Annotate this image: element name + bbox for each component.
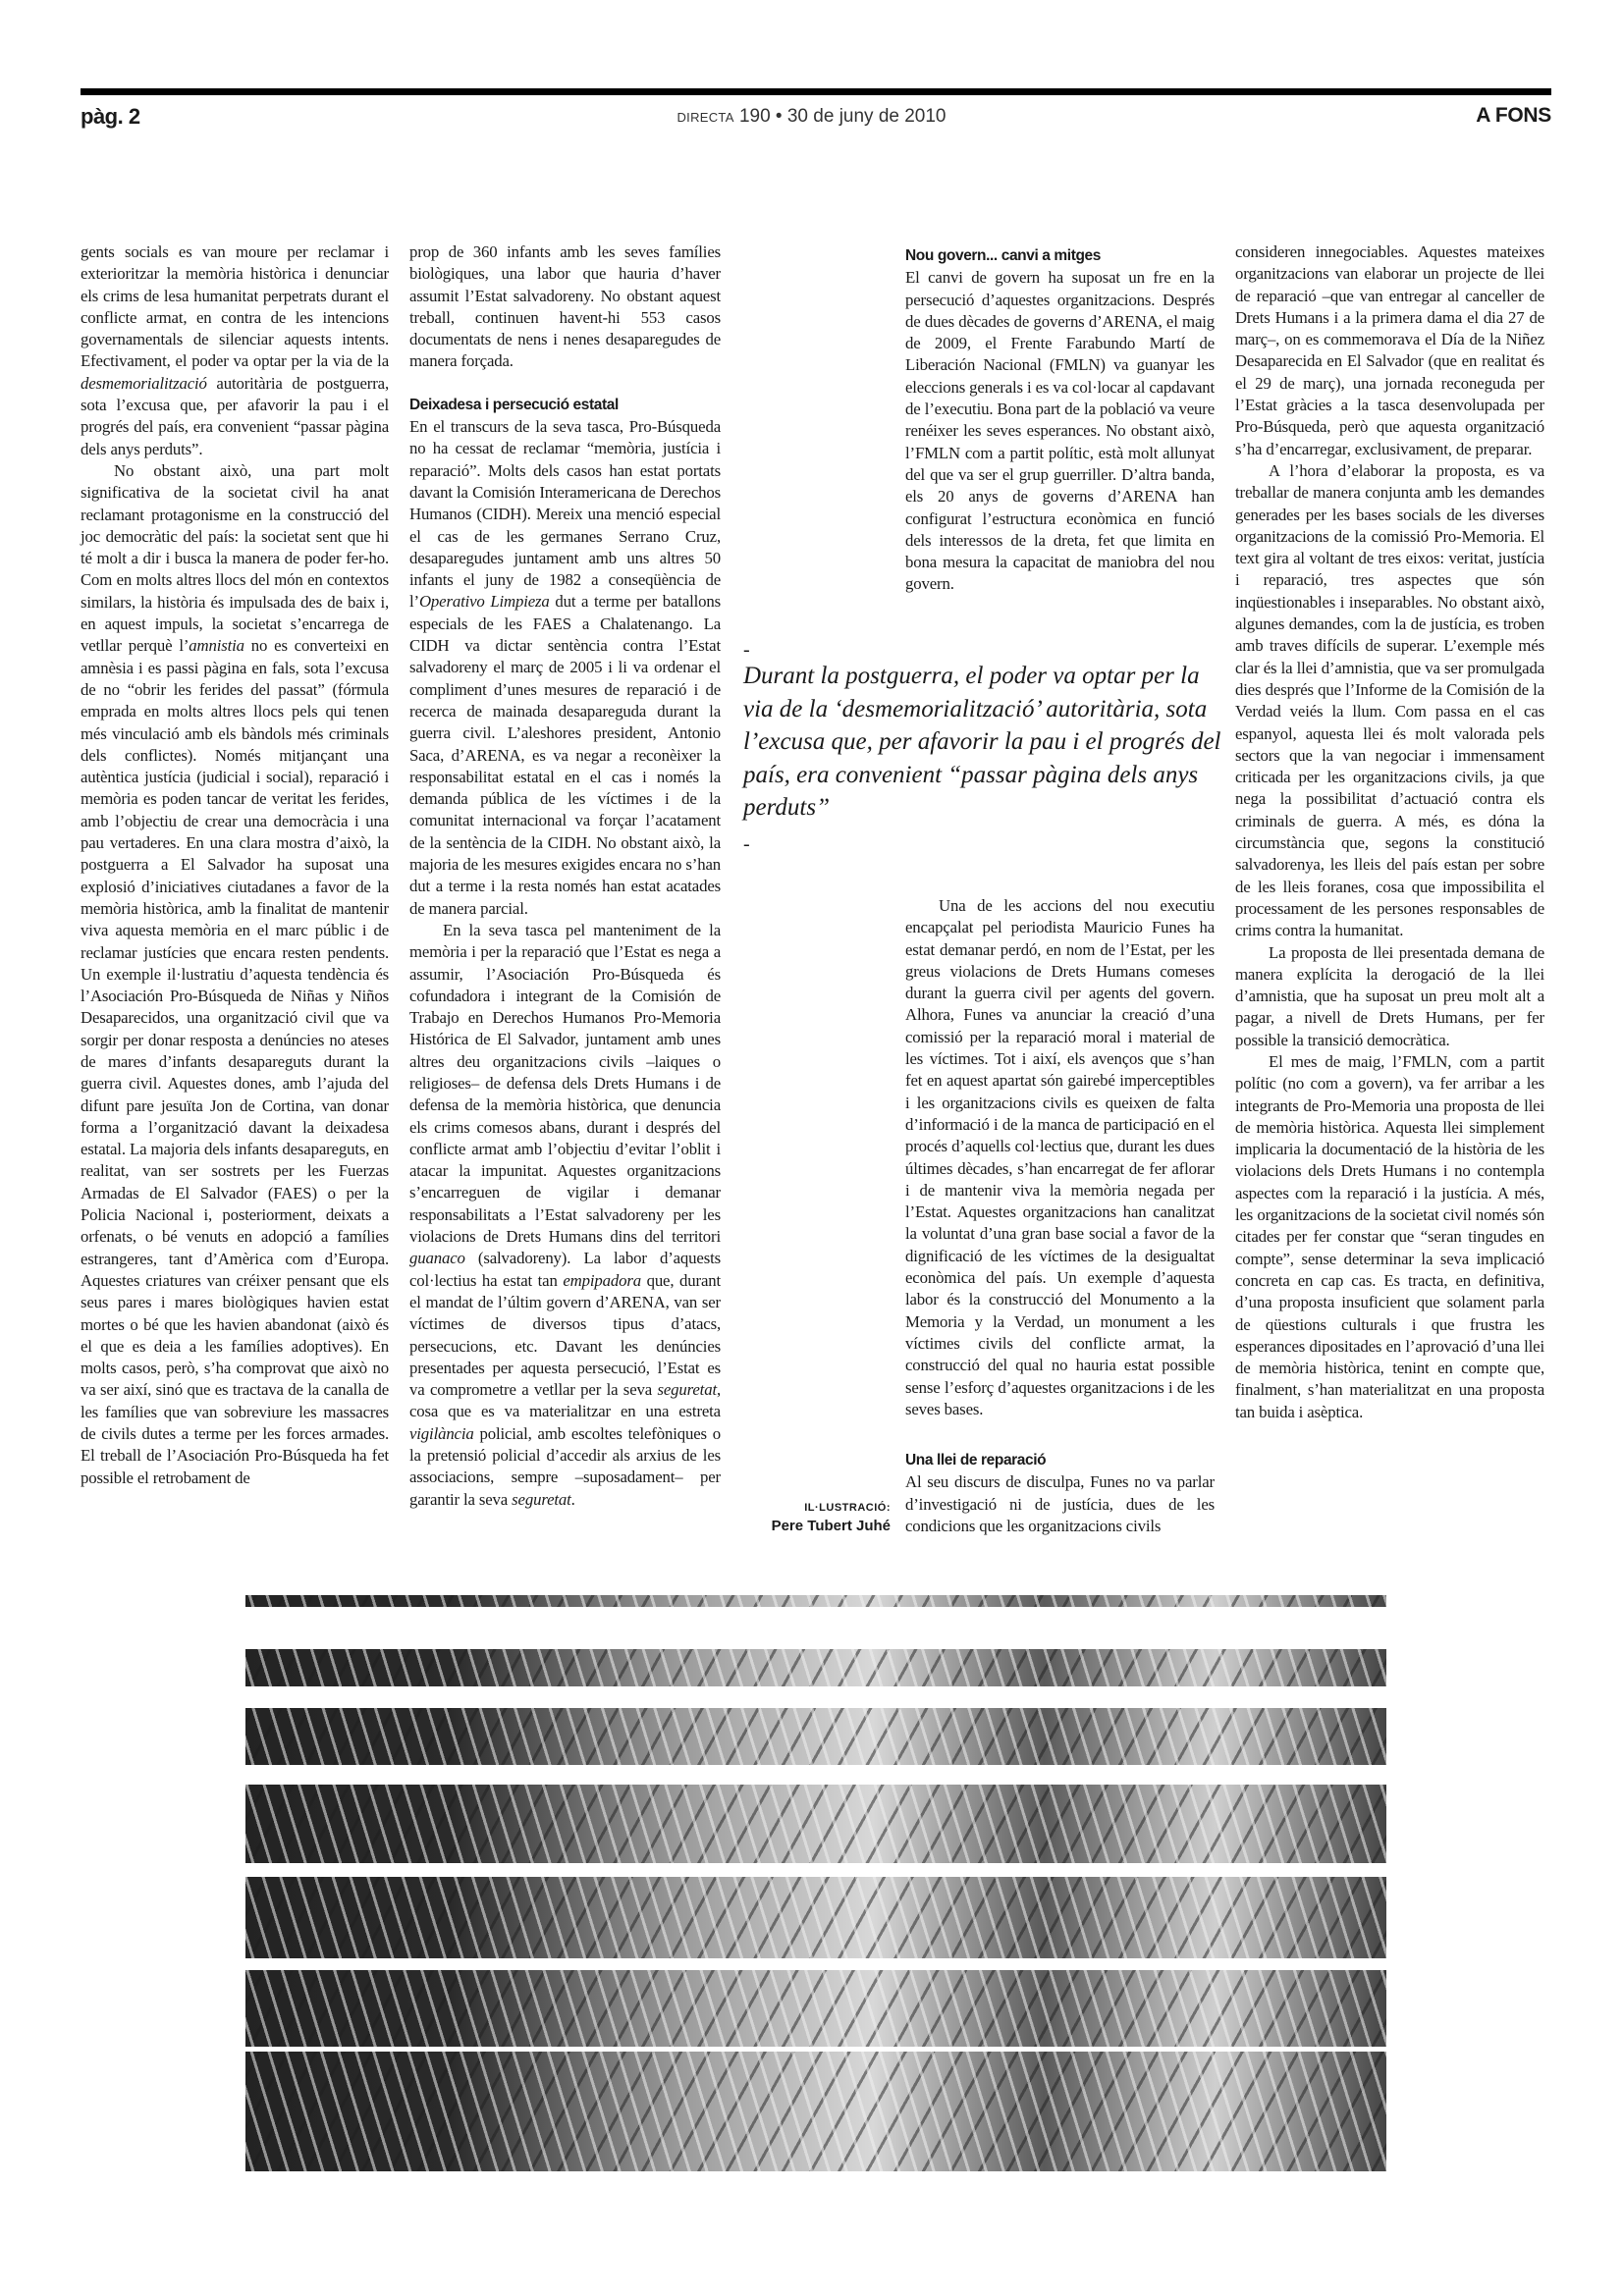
column-3-top-paragraphs: [905, 267, 1215, 595]
paragraph: [409, 241, 721, 373]
paragraph: [1235, 942, 1544, 1051]
subheading-deixadesa: Deixadesa i persecució estatal: [409, 396, 619, 413]
section-name: A FONS: [1476, 104, 1551, 127]
article-column-1: [81, 241, 389, 1489]
italic-term: empipadora: [563, 1270, 641, 1290]
italic-term: seguretat: [512, 1489, 571, 1509]
paragraph: [905, 267, 1215, 595]
text-run: que, durant el mandat de l’últim govern d’ARENA, van ser víctimes de diversos tipus d’atacs, persecucions, etc. Davant les denúncies presentades per aquesta persecució, l’Estat es va comprometre a vetllar per la seva: [409, 1270, 721, 1400]
illustration-strip: [245, 1785, 1386, 1863]
pull-quote-text: Durant la postguerra, el poder va optar per la via de la ‘desmemorialització’ autoritària, sota l’excusa que, per afavorir la pau i el progrés del país, era convenient “passar pàgina dels anys perduts”: [743, 663, 1221, 821]
page-number: pàg. 2: [81, 104, 140, 129]
italic-term: Operativo Limpieza: [418, 592, 550, 612]
text-run: , cosa que es va materialitzar en una estreta: [409, 1380, 721, 1421]
issue-date: 190 • 30 de juny de 2010: [738, 106, 947, 127]
italic-term: seguretat: [657, 1380, 717, 1400]
illustration-strip: [245, 1649, 1386, 1686]
column-3-bottom-paragraphs: [905, 895, 1215, 1420]
subheading-nou-govern: Nou govern... canvi a mitges: [905, 247, 1101, 264]
italic-term: amnistia: [189, 636, 244, 656]
text-run: En el transcurs de la seva tasca, Pro-Búsqueda no ha cessat de reclamar “memòria, justícia i reparació”. Molts dels casos han estat portats davant la Comisión Interamericana de Derechos Humanos (CIDH). Mereix una menció especial el cas de les germanes Serrano Cruz, desaparegudes juntament amb uns altres 50 infants el juny de 1982 a conseqüència de l’: [409, 417, 721, 612]
text-run: No obstant això, una part molt significativa de la societat civil ha anat reclamant protagonisme en la construcció del joc democràtic del país: la societat sent que hi té molt a dir i busca la manera de poder fer-ho. Com en molts altres llocs del món en contextos similars, la història és impulsada des de baix i, en aquest impuls, la societat s’encarrega de vetllar perquè l’: [81, 460, 389, 656]
text-run: policial, amb escoltes telefòniques o la pretensió policial d’accedir als arxius de les associacions, sempre –suposadament– per garantir la seva: [409, 1423, 721, 1509]
italic-term: guanaco: [409, 1249, 465, 1268]
paragraph: [409, 920, 721, 1511]
illustration-strip: [245, 1970, 1386, 2047]
italic-term: vigilància: [409, 1423, 474, 1443]
illustration-strip: [245, 1708, 1386, 1765]
illustration-strip: [245, 1595, 1386, 1607]
column-2-paragraphs: [409, 416, 721, 1511]
column-1-paragraphs: [81, 241, 389, 1489]
illustration-strip: [245, 2052, 1386, 2171]
article-column-3-top: [905, 245, 1215, 596]
text-run: dut a terme per batallons especials de les FAES a Chalatenango. La CIDH va dictar sentència contra l’Estat salvadoreny el març de 2005 i li va ordenar el compliment d’unes mesures de reparació i de recerca de mainada desapareguda durant la guerra civil. L’aleshores president, Antonio Saca, d’ARENA, es va negar a reconèixer la responsabilitat estatal en el cas i només la demanda pública de les víctimes i de la comunitat internacional va forçar l’acatament de la sentència de la CIDH. No obstant això, la majoria de les mesures exigides encara no s’han dut a terme i la resta només han estat acatades de manera parcial.: [409, 592, 722, 918]
paragraph: [1235, 460, 1544, 942]
quote-dash-top: -: [743, 639, 750, 661]
text-run: no es converteixi en amnèsia i es passi pàgina en fals, sota l’excusa de no “obrir les ferides del passat” (fórmula emprada en molts altres llocs pels qui tenen més vinculació amb els bàndols més criminals dels conflictes). Només mitjançant una autèntica justícia (judicial i social), reparació i memòria es poden tancar de veritat les ferides, amb l’objectiu de crear una democràcia i una pau vertaderes. En una clara mostra d’això, la postguerra a El Salvador ha suposat una explosió d’iniciatives ciutadanes a favor de la memòria històrica, amb la finalitat de mantenir viva aquesta memòria en el marc públic i de reclamar justícies que encara resten pendents. Un exemple il·lustratiu d’aquesta tendència és l’Asociación Pro-Búsqueda de Niñas y Niños Desaparecidos, una organització civil que va sorgir per donar resposta a denúncies no ateses de mares d’infants desapareguts durant la guerra civil. Aquestes dones, amb l’ajuda del difunt pare jesuïta Jon de Cortina, van donar forma a l’organització davant la deixadesa estatal. La majoria dels infants desapareguts, en realitat, van ser sostrets per les Fuerzas Armadas de El Salvador (FAES) o per la Policia Nacional i, posteriorment, deixats a orfenats, o bé venuts en adopció a famílies estrangeres, tant d’Amèrica com d’Europa. Aquestes criatures van créixer pensant que els seus pares i mares biològiques havien estat mortes o bé que les havien abandonat (això és el que es deia a les famílies adoptives). En molts casos, però, s’ha comprovat que això no va ser així, sinó que es tractava de la canalla de les famílies que van sobreviure les massacres de civils dutes a terme per les forces armades. El treball de l’Asociación Pro-Búsqueda ha fet possible el retrobament de: [81, 636, 389, 1487]
paragraph: [905, 1471, 1215, 1537]
text-run: gents socials es van moure per reclamar i exterioritzar la memòria històrica i denunciar els crims de lesa humanitat perpetrats durant el conflicte armat, en contra de les intencions governamentals de silenciar aquests intents. Efectivament, el poder va optar per la via de la: [81, 242, 389, 371]
text-run: Una de les accions del nou executiu encapçalat pel periodista Mauricio Funes ha estat demanar perdó, en nom de l’Estat, per les greus violacions de Drets Humans comeses durant la guerra civil per agents del govern. Alhora, Funes va anunciar la creació d’una comissió per la reparació moral i material de les víctimes. Tot i així, els avenços que s’han fet en aquest apartat són gairebé imperceptibles i les organitzacions civils es queixen de falta d’informació i de la manca de participació en el procés d’aquells col·lectius que, durant les dues últimes dècades, s’han encarregat de fer aflorar i de mantenir viva la memòria negada per l’Estat. Aquestes organitzacions han canalitzat la voluntat d’una gran base social a favor de la dignificació de les víctimes de la desigualtat econòmica del país. Un exemple d’aquesta labor és la construcció del Monumento a la Memoria y la Verdad, un monument a les víctimes civils del conflicte armat, la construcció del qual no hauria estat possible sense l’esforç d’aquestes organitzacions i de les seves bases.: [905, 896, 1215, 1418]
publication-name: DIRECTA: [676, 110, 734, 125]
article-column-2: [409, 241, 721, 1511]
paragraph: [1235, 1051, 1544, 1423]
header-rule: [81, 88, 1551, 95]
paragraph: [1235, 241, 1544, 460]
issue-line: [0, 106, 1623, 128]
credit-name: Pere Tubert Juhé: [771, 1518, 891, 1534]
article-column-4: [1235, 241, 1544, 1423]
illustration-credit: [743, 1502, 891, 1534]
italic-term: desmemorialització: [81, 373, 207, 393]
illustration-strip: [245, 1877, 1386, 1958]
illustration: [245, 1590, 1386, 2179]
text-run: A l’hora d’elaborar la proposta, es va treballar de manera conjunta amb les demandes generades per les bases socials de les diverses organitzacions de la comissió Pro-Memoria. El text gira al voltant de tres eixos: veritat, justícia i reparació, tres aspectes que són inqüestionables i inseparables. No obstant això, algunes demandes, com la de justícia, es troben amb traves difícils de superar. L’exemple més clar és la llei d’amnistia, que va ser promulgada dies després que l’Informe de la Comisión de la Verdad veiés la llum. Com passa en el cas espanyol, aquesta llei és molt valorada pels sectors que la van negociar i immensament criticada per les organitzacions civils, ja que nega la possibilitat d’actuació contra els criminals de guerra. A més, es dóna la circumstància que, segons la constitució salvadorenya, les lleis del país estan per sobre de les lleis foranes, cosa que impossibilita el processament de les persones responsables de crims contra la humanitat.: [1235, 460, 1544, 940]
article-column-3-bottom: [905, 895, 1215, 1537]
text-run: autoritària de postguerra, sota l’excusa que, per afavorir la pau i el progrés del país, era convenient “passar pàgina dels anys perduts”.: [81, 373, 389, 458]
text-run: .: [570, 1489, 575, 1509]
text-run: El mes de maig, l’FMLN, com a partit polític (no com a govern), va fer arribar a les integrants de Pro-Memoria una proposta de llei de memòria històrica. Aquesta llei simplement implicaria la documentació de la història de les violacions dels Drets Humans i no contempla aspectes com la reparació i la justícia. A més, les organitzacions de la societat civil només són citades per fer constar que “seran tingudes en compte”, sense determinar la seva implicació concreta en cap cas. Es tracta, en definitiva, d’una proposta insuficient que solament parla de qüestions culturals i que frustra les esperances dipositades en l’aprovació d’una llei de memòria històrica, tenint en compte que, finalment, s’han materialitzat en una proposta tan buida i asèptica.: [1235, 1051, 1544, 1421]
text-run: El canvi de govern ha suposat un fre en la persecució d’aquestes organitzacions. Després de dues dècades de governs d’ARENA, el maig de 2009, el Frente Farabundo Martí de Liberación Nacional (FMLN) va guanyar les eleccions generals i es va col·locar al capdavant de l’executiu. Bona part de la població va veure renéixer les seves esperances. No obstant això, l’FMLN com a partit polític, està molt allunyat del que va ser el grup guerriller. D’altra banda, els 20 anys de governs d’ARENA han configurat l’estructura econòmica en funció dels interessos de la dreta, fet que limita en bona mesura la capacitat de maniobra del nou govern.: [905, 268, 1215, 594]
pull-quote: [743, 640, 1224, 854]
quote-dash-bottom: -: [743, 832, 750, 855]
paragraph: [81, 241, 389, 460]
paragraph: [409, 416, 721, 920]
text-run: (salvadoreny). La labor d’aquests col·lectius ha estat tan: [409, 1249, 721, 1290]
paragraph: [905, 895, 1215, 1420]
text-run: Al seu discurs de disculpa, Funes no va parlar d’investigació ni de justícia, dues de les condicions que les organitzacions civils: [905, 1472, 1215, 1536]
text-run: consideren innegociables. Aquestes mateixes organitzacions van elaborar un projecte de llei de reparació –que van entregar al canceller de Drets Humans i a la primera dama el dia 27 de març–, on es commemorava el Día de la Niñez Desaparecida en El Salvador (que en realitat és el 29 de març), una jornada reconeguda per l’Estat gràcies a la tasca desenvolupada per Pro-Búsqueda, però que aquesta organització s’ha d’encarregar, exclusivament, de preparar.: [1235, 242, 1544, 458]
subheading-llei-reparacio: Una llei de reparació: [905, 1452, 1047, 1469]
credit-label: IL·LUSTRACIÓ:: [804, 1502, 891, 1514]
column-4-paragraphs: [1235, 241, 1544, 1423]
paragraph: [81, 460, 389, 1489]
text-run: En la seva tasca pel manteniment de la memòria i per la reparació que l’Estat es nega a assumir, l’Asociación Pro-Búsqueda és cofundadora i integrant de la Comisión de Trabajo en Derechos Humanos Pro-Memoria Histórica de El Salvador, juntament amb unes altres deu organitzacions civils –laiques o religioses– de defensa dels Drets Humans i de defensa de la memòria històrica, que denuncia els crims comesos abans, durant i després del conflicte armat amb l’objectiu d’evitar l’oblit i atacar la impunitat. Aquestes organitzacions s’encarreguen de vigilar i demanar responsabilitats a l’Estat salvadoreny per les violacions de Drets Humans dins del territori: [409, 920, 721, 1247]
text-run: prop de 360 infants amb les seves famílies biològiques, una labor que hauria d’haver assumit l’Estat salvadoreny. No obstant aquest treball, continuen havent-hi 553 casos documentats de nens i nenes desaparegudes de manera forçada.: [409, 242, 721, 371]
text-run: La proposta de llei presentada demana de manera explícita la derogació de la llei d’amnistia, que ha suposat un preu molt alt a pagar, a nivell de Drets Humans, per fer possible la transició democràtica.: [1235, 942, 1544, 1049]
